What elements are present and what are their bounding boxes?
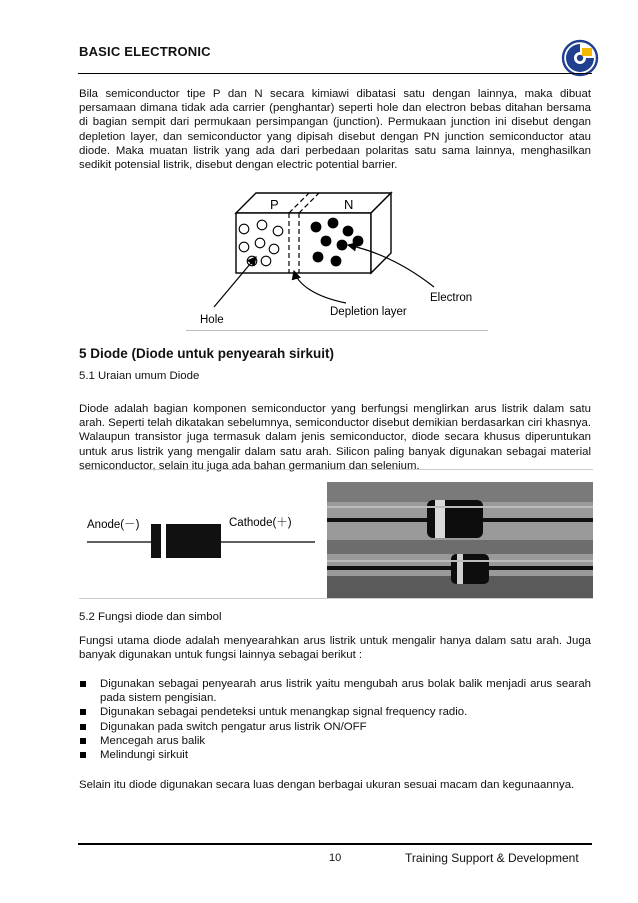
company-logo-icon bbox=[561, 39, 599, 77]
figure-top-divider bbox=[79, 469, 593, 470]
list-item: Digunakan pada switch pengatur arus listrik ON/OFF bbox=[79, 720, 591, 734]
bullet-square-icon bbox=[80, 738, 86, 744]
list-item: Melindungi sirkuit bbox=[79, 748, 591, 762]
label-n: N bbox=[344, 197, 354, 212]
bullet-square-icon bbox=[80, 709, 86, 715]
header-title: BASIC ELECTRONIC bbox=[79, 44, 211, 59]
footer-divider bbox=[78, 843, 592, 845]
footer-department: Training Support & Development bbox=[405, 851, 579, 865]
label-p: P bbox=[270, 197, 279, 212]
diode-band bbox=[161, 524, 166, 558]
label-hole: Hole bbox=[200, 314, 224, 326]
list-item: Digunakan sebagai pendeteksi untuk menangkap signal frequency radio. bbox=[79, 705, 591, 719]
pn-junction-figure bbox=[186, 185, 488, 331]
function-paragraph: Fungsi utama diode adalah menyearahkan arus listrik untuk mengalir hanya dalam satu arah. Juga banyak digunakan untuk fungsi lainnya sebagai berikut : bbox=[79, 635, 591, 662]
header-divider bbox=[78, 73, 592, 74]
bullet-square-icon bbox=[80, 681, 86, 687]
subsection-5-1-title: 5.1 Uraian umum Diode bbox=[79, 370, 200, 382]
figure-bottom-divider bbox=[79, 598, 593, 599]
label-depletion-layer: Depletion layer bbox=[330, 306, 407, 318]
closing-paragraph: Selain itu diode digunakan secara luas dengan berbagai ukuran sesuai macam dan kegunaannya. bbox=[79, 779, 575, 791]
bullet-square-icon bbox=[80, 752, 86, 758]
subsection-5-2-title: 5.2 Fungsi diode dan simbol bbox=[79, 611, 222, 623]
diode-paragraph: Diode adalah bagian komponen semiconductor yang berfungsi menglirkan arus listrik dalam satu arah. Seperti telah dikatakan sebelumnya, semiconductor disebut demikian berdasarkan ciri khasnya. Walaupun transistor juga termasuk dalam jenis semiconductor, diode secara khusus diperuntukan untuk arus listrik yang mengalir dalam satu arah. Silicon paling banyak digunakan sebagai material semiconductor, selain itu juga ada bahan germanium dan selenium. bbox=[79, 403, 591, 472]
diode-photo bbox=[327, 482, 593, 598]
diode-figure bbox=[79, 480, 593, 598]
figure-baseline bbox=[186, 330, 488, 331]
section-5-heading: 5 Diode (Diode untuk penyearah sirkuit) bbox=[79, 346, 335, 361]
cathode-label: Cathode(＋) bbox=[229, 517, 292, 529]
anode-label: Anode(－) bbox=[87, 519, 140, 531]
list-item: Mencegah arus balik bbox=[79, 734, 591, 748]
label-electron: Electron bbox=[430, 292, 473, 304]
intro-paragraph: Bila semiconductor tipe P dan N secara kimiawi dibatasi satu dengan lainnya, maka dibuat persamaan dimana tidak ada carrier (penghantar) seperti hole dan electron bebas ditahan bersama di bagian sempit dari permukaan persimpangan (junction). Permukaan junction ini disebut dengan depletion layer, dan semiconductor yang dipisah disebut dengan PN junction semiconductor atau diode. Maka muatan listrik yang ada dari perbedaan polaritas satu sama lainnya, menghasilkan sedikit potensial listrik, disebut dengan electric potential barrier. bbox=[79, 88, 591, 172]
function-list bbox=[79, 677, 591, 762]
list-item: Digunakan sebagai penyearah arus listrik yaitu mengubah arus bolak balik menjadi arus searah pada sistem pengisian. bbox=[79, 677, 591, 705]
bullet-square-icon bbox=[80, 724, 86, 730]
block-top-face bbox=[236, 193, 391, 213]
page-number: 10 bbox=[329, 852, 342, 864]
